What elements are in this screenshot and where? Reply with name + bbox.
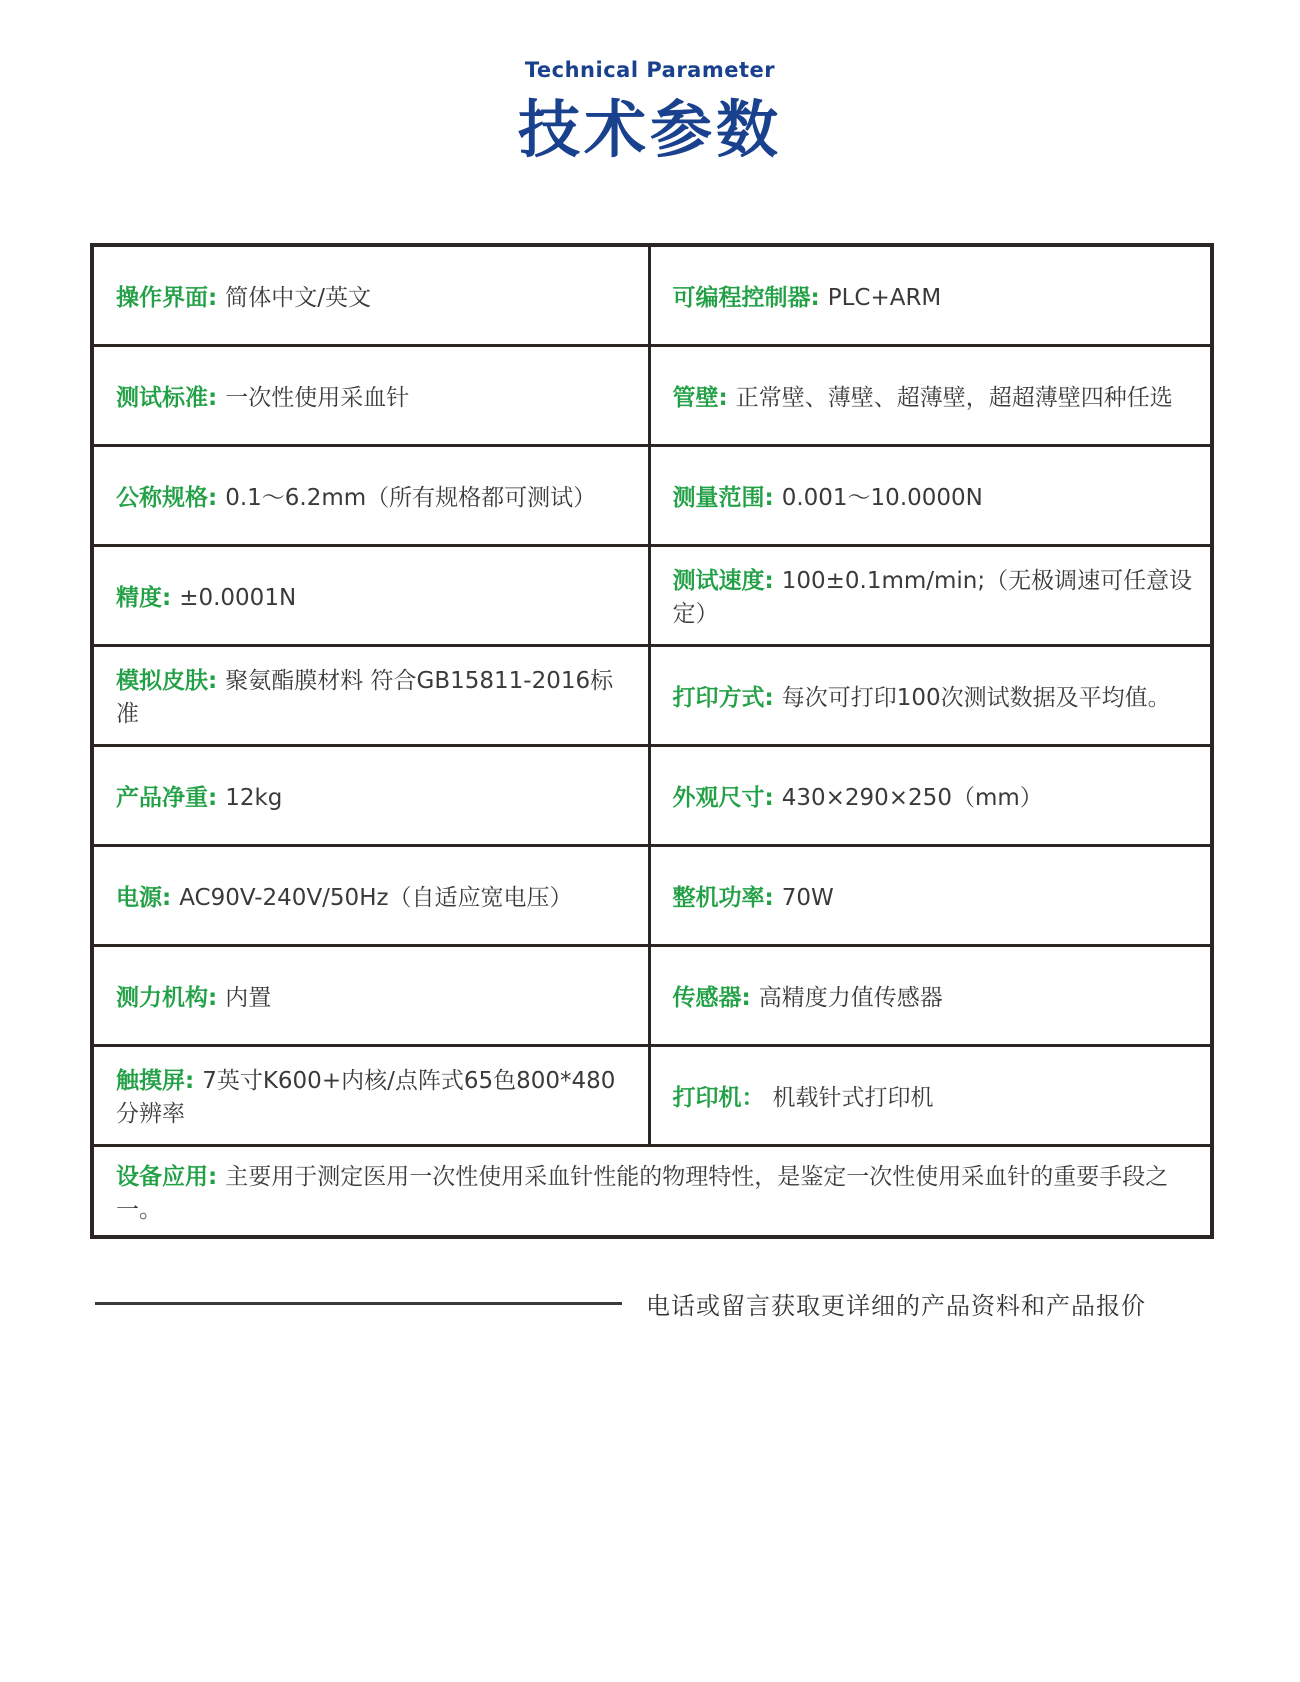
spec-cell-touchscreen bbox=[92, 1045, 649, 1145]
spec-cell-power-supply bbox=[92, 845, 649, 945]
spec-cell-ui bbox=[92, 245, 649, 345]
spec-label: 可编程控制器: bbox=[672, 284, 820, 311]
table-row bbox=[92, 645, 1212, 745]
table-row bbox=[92, 345, 1212, 445]
spec-value: 主要用于测定医用一次性使用采血针性能的物理特性，是鉴定一次性使用采血针的重要手段之一。 bbox=[116, 1163, 1169, 1223]
footer-rule bbox=[95, 1302, 622, 1305]
spec-cell-test-speed bbox=[649, 545, 1212, 645]
spec-value: 7英寸K600+内核/点阵式65色800*480分辨率 bbox=[116, 1068, 616, 1127]
spec-cell-standard bbox=[92, 345, 649, 445]
page-header bbox=[0, 0, 1300, 164]
spec-value: 每次可打印100次测试数据及平均值。 bbox=[781, 684, 1171, 711]
table-row bbox=[92, 745, 1212, 845]
spec-table bbox=[90, 243, 1214, 1239]
table-row bbox=[92, 245, 1212, 345]
spec-cell-power bbox=[649, 845, 1212, 945]
spec-value: 正常壁、薄壁、超薄壁，超超薄壁四种任选 bbox=[735, 384, 1173, 411]
table-row-application bbox=[92, 1145, 1212, 1237]
spec-cell-weight bbox=[92, 745, 649, 845]
spec-label: 产品净重: bbox=[116, 784, 218, 811]
spec-cell-range bbox=[649, 445, 1212, 545]
spec-cell-application bbox=[92, 1145, 1212, 1237]
subtitle-en: Technical Parameter bbox=[524, 58, 776, 82]
spec-cell-dimensions bbox=[649, 745, 1212, 845]
spec-value: 70W bbox=[781, 884, 834, 911]
table-row bbox=[92, 1045, 1212, 1145]
spec-value: 0.001～10.0000N bbox=[781, 484, 983, 511]
spec-cell-print-mode bbox=[649, 645, 1212, 745]
spec-label: 触摸屏: bbox=[116, 1068, 195, 1094]
spec-label: 测试标准: bbox=[116, 384, 218, 411]
spec-cell-skin bbox=[92, 645, 649, 745]
spec-label: 测力机构: bbox=[116, 984, 218, 1011]
spec-value: 内置 bbox=[225, 984, 272, 1011]
spec-label: 外观尺寸: bbox=[672, 784, 774, 811]
footer-note: 电话或留言获取更详细的产品资料和产品报价 bbox=[646, 1292, 1146, 1320]
table-row bbox=[92, 545, 1212, 645]
table-row bbox=[92, 845, 1212, 945]
page-title: 技术参数 bbox=[517, 93, 782, 166]
spec-label: 精度: bbox=[116, 584, 172, 611]
spec-label: 打印方式: bbox=[672, 684, 774, 711]
spec-cell-force-mechanism bbox=[92, 945, 649, 1045]
spec-value: 高精度力值传感器 bbox=[758, 984, 943, 1011]
spec-cell-sensor bbox=[649, 945, 1212, 1045]
spec-label: 电源: bbox=[116, 884, 172, 911]
spec-value: 聚氨酯膜材料 符合GB15811-2016标准 bbox=[116, 668, 614, 727]
footer bbox=[95, 1286, 1210, 1321]
spec-label: 测量范围: bbox=[672, 484, 774, 511]
spec-label: 管壁: bbox=[672, 384, 728, 411]
spec-value: 100±0.1mm/min;（无极调速可任意设定） bbox=[672, 568, 1193, 627]
spec-value: PLC+ARM bbox=[827, 284, 942, 311]
spec-cell-tube-wall bbox=[649, 345, 1212, 445]
spec-label: 操作界面: bbox=[116, 284, 218, 311]
table-row bbox=[92, 445, 1212, 545]
spec-value: 一次性使用采血针 bbox=[225, 384, 410, 411]
spec-cell-accuracy bbox=[92, 545, 649, 645]
spec-value: 简体中文/英文 bbox=[225, 284, 371, 311]
spec-label: 测试速度: bbox=[672, 568, 774, 594]
spec-cell-printer bbox=[649, 1045, 1212, 1145]
spec-label: 打印机： bbox=[672, 1084, 765, 1111]
spec-value: 0.1～6.2mm（所有规格都可测试） bbox=[225, 484, 597, 511]
spec-value: ±0.0001N bbox=[179, 584, 297, 611]
spec-value: 430×290×250（mm） bbox=[781, 784, 1043, 811]
spec-value: AC90V-240V/50Hz（自适应宽电压） bbox=[179, 884, 573, 911]
spec-label: 传感器: bbox=[672, 984, 751, 1011]
spec-label: 设备应用: bbox=[116, 1163, 218, 1190]
table-row bbox=[92, 945, 1212, 1045]
spec-cell-nominal-size bbox=[92, 445, 649, 545]
spec-label: 整机功率: bbox=[672, 884, 774, 911]
spec-value: 12kg bbox=[225, 784, 283, 811]
spec-value: 机载针式打印机 bbox=[772, 1084, 934, 1111]
spec-label: 模拟皮肤: bbox=[116, 668, 218, 694]
spec-cell-controller bbox=[649, 245, 1212, 345]
spec-label: 公称规格: bbox=[116, 484, 218, 511]
